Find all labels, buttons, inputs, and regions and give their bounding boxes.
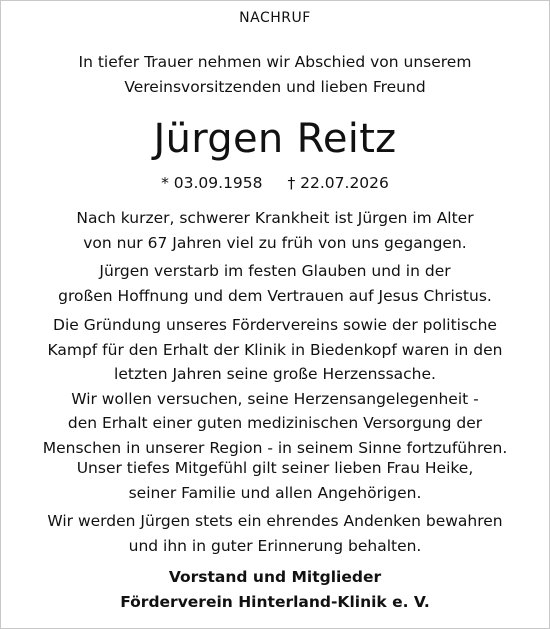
paragraph-association: [1, 313, 549, 460]
paragraph-line: und ihn in guter Erinnerung behalten.: [128, 536, 422, 555]
intro-line: In tiefer Trauer nehmen wir Abschied von unserem: [78, 53, 472, 71]
paragraph-line: Jürgen verstarb im festen Glauben und in der: [99, 262, 451, 280]
paragraph-illness: [1, 206, 549, 255]
paragraph-line: Unser tiefes Mitgefühl gilt seiner lieben Frau Heike,: [76, 459, 474, 477]
paragraph-faith: [1, 259, 549, 308]
deceased-name: Jürgen Reitz: [153, 116, 397, 162]
paragraph-line: Kampf für den Erhalt der Klinik in Biedenkopf waren in den: [47, 340, 503, 359]
intro-line: Vereinsvorsitzenden und lieben Freund: [124, 77, 426, 96]
birth-date: * 03.09.1958: [161, 174, 263, 192]
intro-text: [1, 50, 549, 99]
paragraph-line: den Erhalt einer guten medizinischen Versorgung der: [67, 414, 483, 432]
life-dates: [1, 171, 549, 195]
paragraph-line: Wir werden Jürgen stets ein ehrendes Andenken bewahren: [47, 512, 503, 530]
paragraph-line: Wir wollen versuchen, seine Herzensangelegenheit -: [71, 389, 479, 408]
paragraph-remembrance: [1, 509, 549, 558]
signature-line: Förderverein Hinterland-Klinik e. V.: [120, 592, 430, 611]
notice-heading: NACHRUF: [239, 10, 311, 26]
paragraph-line: seiner Familie und allen Angehörigen.: [128, 483, 422, 502]
signature-line: Vorstand und Mitglieder: [168, 568, 382, 586]
paragraph-line: großen Hoffnung und dem Vertrauen auf Jesus Christus.: [58, 286, 492, 305]
paragraph-line: letzten Jahren seine große Herzenssache.: [114, 365, 436, 383]
paragraph-line: Die Gründung unseres Fördervereins sowie der politische: [53, 316, 497, 334]
paragraph-line: Menschen in unserer Region - in seinem Sinne fortzuführen.: [42, 438, 508, 457]
death-date: † 22.07.2026: [287, 174, 389, 192]
paragraph-line: Nach kurzer, schwerer Krankheit ist Jürgen im Alter: [76, 209, 474, 227]
paragraph-condolence: [1, 456, 549, 505]
paragraph-line: von nur 67 Jahren viel zu früh von uns gegangen.: [83, 233, 467, 252]
signature: [1, 565, 549, 614]
